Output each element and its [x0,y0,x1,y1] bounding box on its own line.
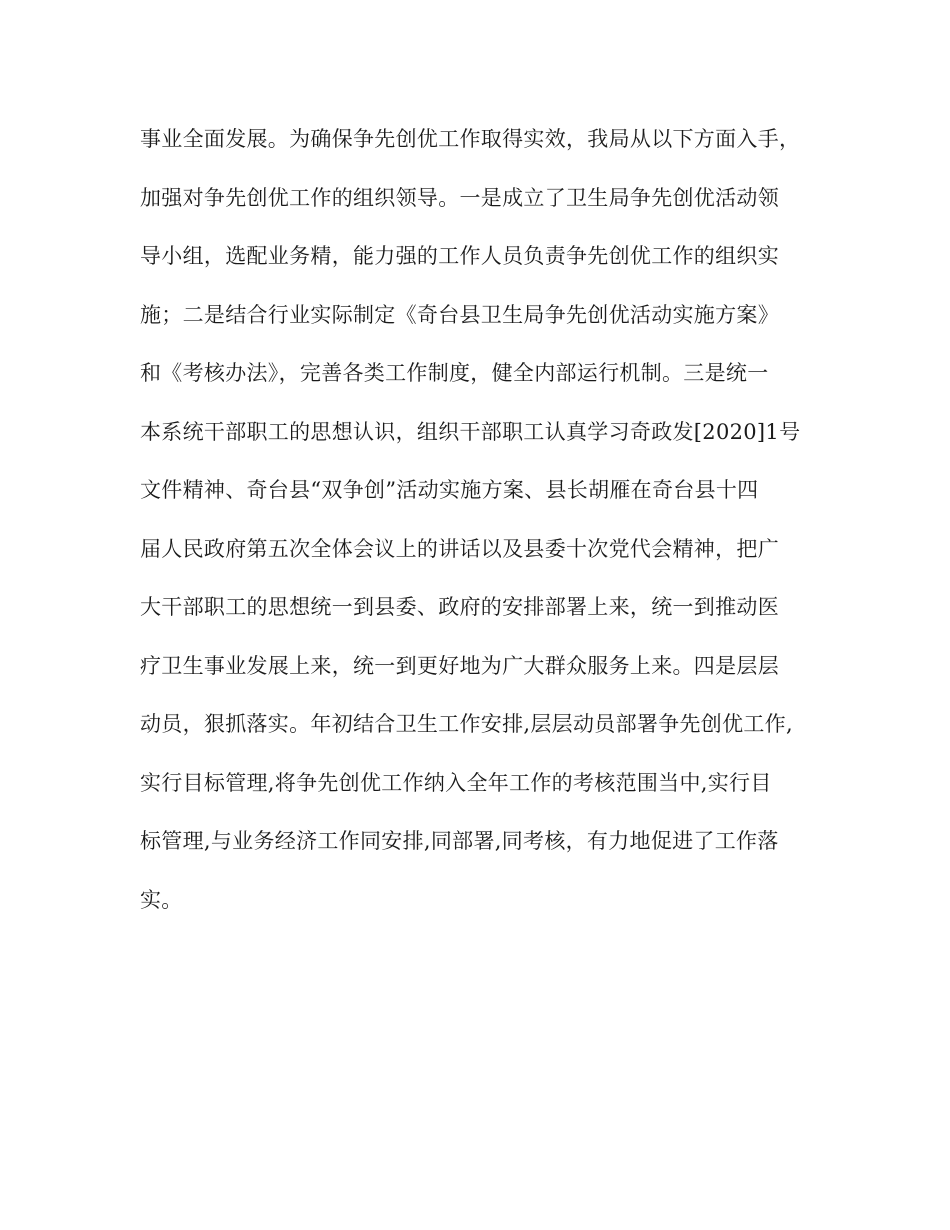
text-line: 加强对争先创优工作的组织领导。一是成立了卫生局争先创优活动领 [140,185,779,210]
text-line: 疗卫生事业发展上来，统一到更好地为广大群众服务上来。四是层层 [140,653,779,678]
text-line: 实行目标管理,将争先创优工作纳入全年工作的考核范围当中,实行目 [140,770,772,795]
text-line: 实。 [140,887,183,912]
text-line: 和《考核办法》，完善各类工作制度，健全内部运行机制。三是统一 [140,361,769,385]
text-line: 事业全面发展。为确保争先创优工作取得实效，我局从以下方面入手， [140,127,801,151]
text-line: 动员，狠抓落实。年初结合卫生工作安排,层层动员部署争先创优工作, [140,712,793,736]
body-paragraph [140,121,820,940]
text-line: 施；二是结合行业实际制定《奇台县卫生局争先创优活动实施方案》 [140,302,779,327]
text-line: 届人民政府第五次全体会议上的讲话以及县委十次党代会精神，把广 [140,536,779,561]
text-line: 标管理,与业务经济工作同安排,同部署,同考核，有力地促进了工作落 [140,829,779,853]
text-line: 大干部职工的思想统一到县委、政府的安排部署上来，统一到推动医 [140,595,779,619]
text-line: 导小组，选配业务精，能力强的工作人员负责争先创优工作的组织实 [140,244,779,268]
text-line: 本系统干部职工的思想认识，组织干部职工认真学习奇政发[2020]1号 [140,419,801,444]
text-line: 文件精神、奇台县“双争创”活动实施方案、县长胡雁在奇台县十四 [140,478,759,502]
